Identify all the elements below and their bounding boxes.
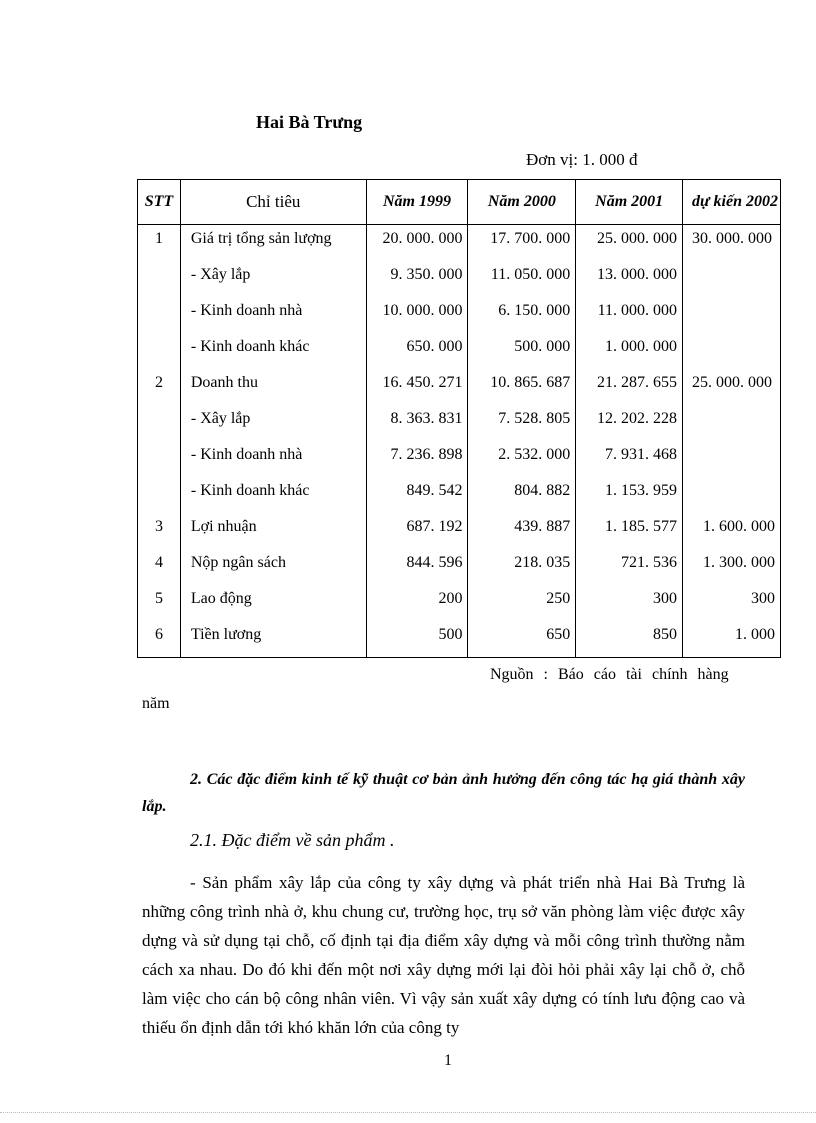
row-indicator: - Kinh doanh nhà [180,297,366,333]
row-indicator: - Kinh doanh nhà [180,441,366,477]
row-value-1999: 7. 236. 898 [366,441,468,477]
company-heading: Hai Bà Trưng [256,112,363,132]
row-value-2001: 300 [576,585,683,621]
row-value-2001: 21. 287. 655 [576,369,683,405]
row-value-1999: 844. 596 [366,549,468,585]
row-stt: 6 [138,621,181,658]
row-value-2000: 17. 700. 000 [468,225,576,262]
table-header-row [138,180,781,225]
row-value-2000: 2. 532. 000 [468,441,576,477]
row-stt [138,405,181,441]
row-value-1999: 20. 000. 000 [366,225,468,262]
row-value-2000: 10. 865. 687 [468,369,576,405]
table-row [138,513,781,549]
row-indicator: - Xây lắp [180,405,366,441]
row-indicator: Nộp ngân sách [180,549,366,585]
table-row [138,585,781,621]
table-row [138,369,781,405]
row-value-2000: 6. 150. 000 [468,297,576,333]
col-header-indicator: Chỉ tiêu [180,180,366,225]
row-value-2002: 1. 600. 000 [683,513,781,549]
source-note-continued: năm [142,695,170,712]
row-indicator: Tiền lương [180,621,366,658]
table-row [138,621,781,658]
row-stt: 1 [138,225,181,262]
row-indicator: Giá trị tổng sản lượng [180,225,366,262]
row-value-1999: 200 [366,585,468,621]
row-value-1999: 500 [366,621,468,658]
row-stt: 5 [138,585,181,621]
projected-2002-revenue: 25. 000. 000 [683,369,781,513]
row-value-2001: 7. 931. 468 [576,441,683,477]
row-stt [138,297,181,333]
row-stt [138,441,181,477]
row-value-2001: 25. 000. 000 [576,225,683,262]
body-paragraph: - Sản phẩm xây lắp của công ty xây dựng và phát triển nhà Hai Bà Trưng là những công trình nhà ở, khu chung cư, trường học, trụ sở văn phòng làm việc được xây dựng và sử dụng tại chỗ, cố định tại địa điểm xây dựng và mỗi công trình thường nằm cách xa nhau. Do đó khi đến một nơi xây dựng mới lại đòi hỏi phải xây lại chỗ ở, chỗ làm việc cho cán bộ công nhân viên. Vì vậy sản xuất xây dựng có tính lưu động cao và thiếu ổn định dẫn tới khó khăn lớn của công ty [142,873,745,1037]
row-value-1999: 9. 350. 000 [366,261,468,297]
row-indicator: - Kinh doanh khác [180,477,366,513]
row-value-2001: 12. 202. 228 [576,405,683,441]
unit-label: Đơn vị: 1. 000 đ [526,150,638,169]
row-value-2001: 1. 185. 577 [576,513,683,549]
row-indicator: Doanh thu [180,369,366,405]
row-value-2000: 439. 887 [468,513,576,549]
col-header-2000: Năm 2000 [468,180,576,225]
row-value-2002: 1. 000 [683,621,781,658]
row-value-2001: 11. 000. 000 [576,297,683,333]
row-value-1999: 16. 450. 271 [366,369,468,405]
row-indicator: - Kinh doanh khác [180,333,366,369]
row-value-2000: 218. 035 [468,549,576,585]
row-value-2000: 804. 882 [468,477,576,513]
row-value-1999: 650. 000 [366,333,468,369]
row-value-2001: 1. 000. 000 [576,333,683,369]
row-stt [138,261,181,297]
row-value-2001: 1. 153. 959 [576,477,683,513]
row-value-2002: 1. 300. 000 [683,549,781,585]
row-indicator: - Xây lắp [180,261,366,297]
row-value-2001: 13. 000. 000 [576,261,683,297]
row-indicator: Lao động [180,585,366,621]
row-value-2000: 250 [468,585,576,621]
table-row [138,549,781,585]
section-2-1-heading: 2.1. Đặc điểm về sản phẩm . [190,830,395,850]
row-value-2001: 850 [576,621,683,658]
col-header-2002: dự kiến 2002 [683,180,781,225]
row-stt: 3 [138,513,181,549]
financial-table [137,179,781,658]
row-value-1999: 8. 363. 831 [366,405,468,441]
col-header-1999: Năm 1999 [366,180,468,225]
row-value-2000: 650 [468,621,576,658]
row-value-1999: 687. 192 [366,513,468,549]
row-value-2001: 721. 536 [576,549,683,585]
row-value-1999: 10. 000. 000 [366,297,468,333]
row-value-2000: 500. 000 [468,333,576,369]
row-value-2000: 7. 528. 805 [468,405,576,441]
table-row [138,225,781,262]
source-note: Nguồn : Báo cáo tài chính hàng [490,666,729,683]
section-2-heading: 2. Các đặc điểm kinh tế kỹ thuật cơ bản ảnh hưởng đến công tác hạ giá thành xây lắp. [142,771,745,815]
row-value-2002: 300 [683,585,781,621]
row-stt: 4 [138,549,181,585]
page-bottom-rule [0,1112,816,1113]
col-header-2001: Năm 2001 [576,180,683,225]
page-number: 1 [444,1052,452,1069]
col-header-stt: STT [138,180,181,225]
row-indicator: Lợi nhuận [180,513,366,549]
row-value-2000: 11. 050. 000 [468,261,576,297]
row-stt [138,333,181,369]
row-stt: 2 [138,369,181,405]
row-stt [138,477,181,513]
projected-2002-total-output: 30. 000. 000 [683,225,781,370]
row-value-1999: 849. 542 [366,477,468,513]
